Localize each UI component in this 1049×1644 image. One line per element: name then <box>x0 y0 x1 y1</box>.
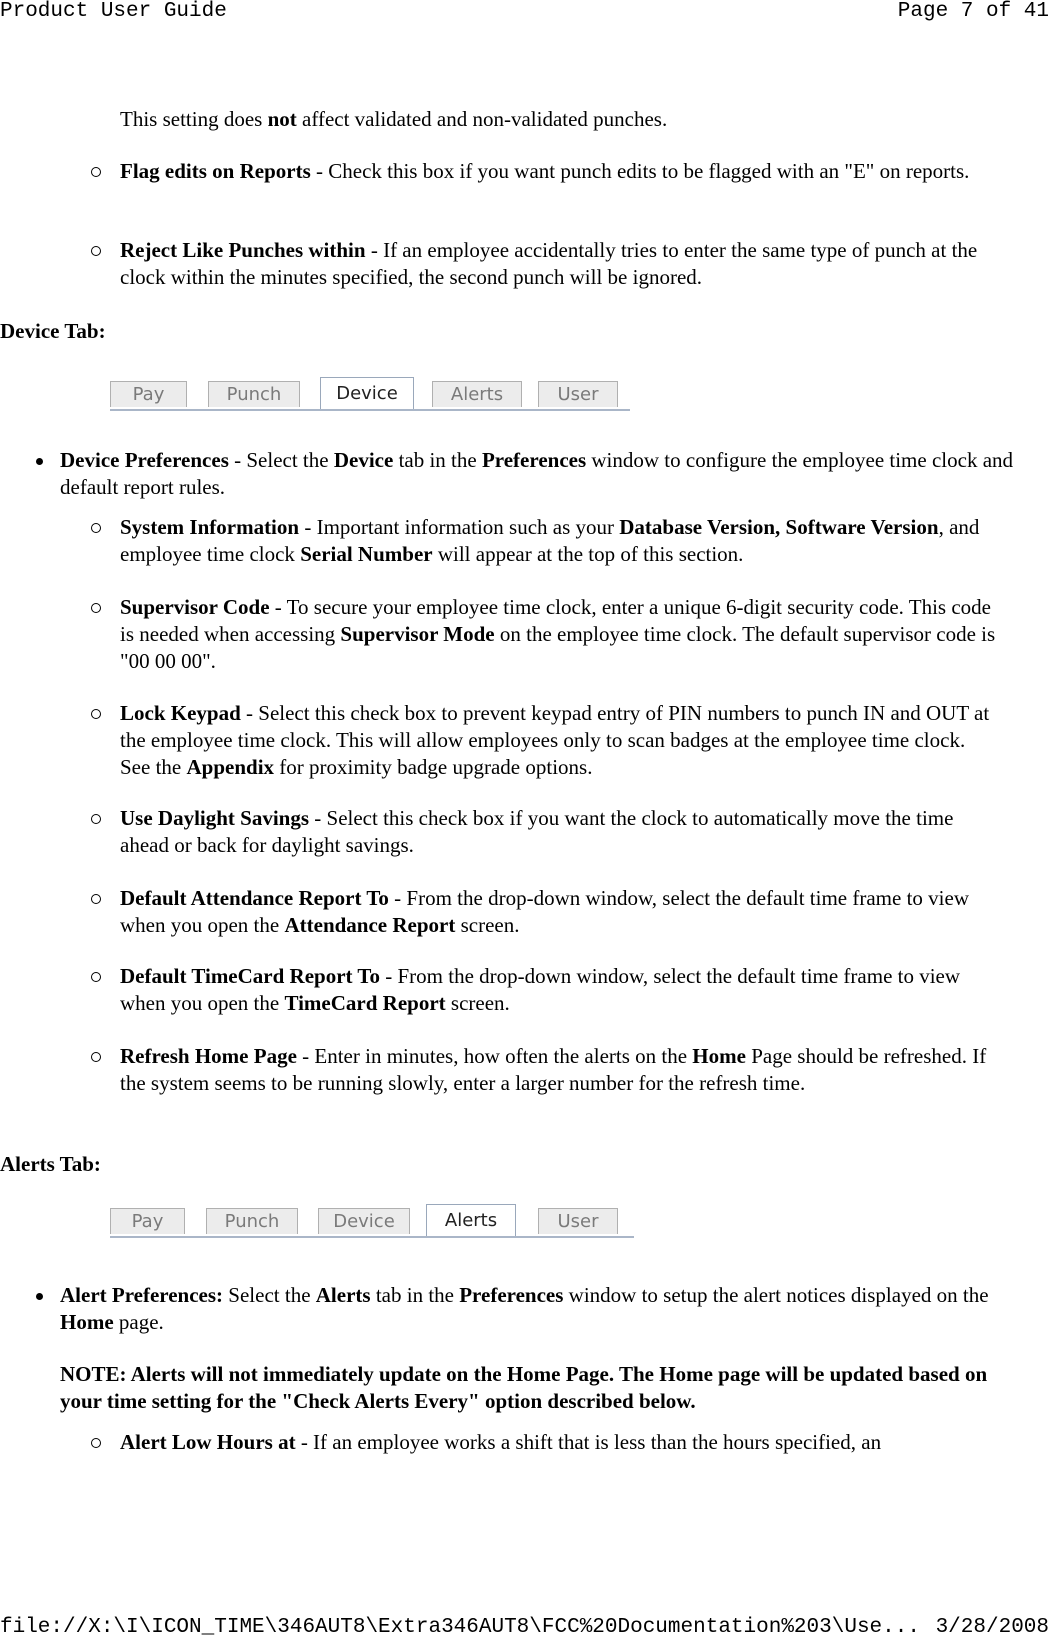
intro-note-post: affect validated and non-validated punches. <box>296 107 668 131</box>
list-item-system-information <box>120 514 1000 568</box>
tab-device[interactable]: Device <box>318 1208 410 1234</box>
alert-preferences-text-3: window to setup the alert notices displayed on the <box>563 1283 989 1307</box>
lock-keypad-text-1: - Select this check box to prevent keypad entry of PIN numbers to punch IN and OUT at the employee time clock. This will allow employees only to scan badges at the employee time clock. See the <box>120 701 990 779</box>
alert-preferences-text-2: tab in the <box>370 1283 460 1307</box>
footer-date: 3/28/2008 <box>935 1616 1049 1639</box>
use-daylight-savings-term: Use Daylight Savings <box>120 806 310 830</box>
system-information-bold-2: Serial Number <box>300 542 433 566</box>
alerts-tab-strip <box>110 1204 634 1238</box>
lock-keypad-bold-1: Appendix <box>186 755 275 779</box>
supervisor-code-term: Supervisor Code <box>120 595 270 619</box>
tab-pay[interactable]: Pay <box>110 1208 185 1234</box>
supervisor-code-text-2: on the employee time clock. The default supervisor code is "00 00 00". <box>120 622 996 673</box>
list-item-alert-low-hours <box>120 1429 1000 1456</box>
intro-note-bold: not <box>267 107 297 131</box>
alerts-note: NOTE: Alerts will not immediately update on the Home Page. The Home page will be updated based on your time setting for the "Check Alerts Every" option described below. <box>60 1362 988 1413</box>
alert-preferences-text-1: Select the <box>223 1283 316 1307</box>
device-preferences-bullet <box>60 447 1045 501</box>
alert-preferences-bold-3: Home <box>60 1310 114 1334</box>
reject-like-punches-term: Reject Like Punches within <box>120 238 366 262</box>
refresh-home-page-term: Refresh Home Page <box>120 1044 297 1068</box>
header-title: Product User Guide <box>0 0 227 23</box>
alert-low-hours-text-1: - If an employee works a shift that is less than the hours specified, an <box>295 1430 882 1454</box>
tab-user[interactable]: User <box>538 381 618 407</box>
tab-user[interactable]: User <box>538 1208 618 1234</box>
supervisor-code-bold-1: Supervisor Mode <box>340 622 495 646</box>
intro-note <box>120 106 1020 133</box>
default-timecard-report-term: Default TimeCard Report To <box>120 964 380 988</box>
list-item-default-timecard-report <box>120 963 1005 1017</box>
system-information-term: System Information <box>120 515 300 539</box>
tab-punch[interactable]: Punch <box>206 1208 298 1234</box>
refresh-home-page-text-2: Page should be refreshed. If the system seems to be running slowly, enter a larger number for the refresh time. <box>120 1044 987 1095</box>
use-daylight-savings-text-1: - Select this check box if you want the clock to automatically move the time ahead or back for daylight savings. <box>120 806 954 857</box>
device-preferences-text-3: window to configure the employee time clock and default report rules. <box>60 448 1014 499</box>
refresh-home-page-bold-1: Home <box>692 1044 746 1068</box>
default-timecard-report-bold-1: TimeCard Report <box>284 991 446 1015</box>
flag-edits-text: - Check this box if you want punch edits to be flagged with an "E" on reports. <box>310 159 970 183</box>
device-tab-strip <box>110 377 630 411</box>
list-item-reject-like-punches <box>120 237 1000 291</box>
tab-device[interactable]: Device <box>320 377 414 409</box>
alert-preferences-bold-1: Alerts <box>315 1283 371 1307</box>
system-information-text-2: , and employee time clock <box>120 515 980 566</box>
device-preferences-bold-2: Preferences <box>481 448 587 472</box>
device-preferences-text-1: - Select the <box>228 448 334 472</box>
system-information-bold-1: Database Version, Software Version <box>619 515 939 539</box>
alert-preferences-bold-2: Preferences <box>459 1283 564 1307</box>
list-item-refresh-home-page <box>120 1043 1000 1097</box>
tab-pay[interactable]: Pay <box>110 381 187 407</box>
lock-keypad-text-2: for proximity badge upgrade options. <box>274 755 593 779</box>
tab-alerts[interactable]: Alerts <box>426 1204 516 1236</box>
alert-preferences-bullet <box>60 1282 990 1336</box>
device-preferences-bold-1: Device <box>333 448 394 472</box>
list-item-default-attendance-report <box>120 885 1000 939</box>
footer-file-path: file://X:\I\ICON_TIME\346AUT8\Extra346AUT8\FCC%20Documentation%203\Use... <box>0 1616 920 1639</box>
alert-low-hours-term: Alert Low Hours at <box>120 1430 296 1454</box>
supervisor-code-text-1: - To secure your employee time clock, enter a unique 6-digit security code. This code is needed when accessing <box>120 595 991 646</box>
alert-preferences-text-4: page. <box>113 1310 164 1334</box>
tab-punch[interactable]: Punch <box>208 381 300 407</box>
default-attendance-report-term: Default Attendance Report To <box>120 886 389 910</box>
header-page-number: Page 7 of 41 <box>897 0 1049 23</box>
list-item-use-daylight-savings <box>120 805 1000 859</box>
list-item-supervisor-code <box>120 594 1000 675</box>
system-information-text-1: - Important information such as your <box>299 515 620 539</box>
default-timecard-report-text-1: - From the drop-down window, select the default time frame to view when you open the <box>120 964 961 1015</box>
device-preferences-text-2: tab in the <box>393 448 482 472</box>
default-attendance-report-text-2: screen. <box>455 913 520 937</box>
flag-edits-term: Flag edits on Reports <box>120 159 311 183</box>
default-attendance-report-text-1: - From the drop-down window, select the default time frame to view when you open the <box>120 886 969 937</box>
tab-alerts[interactable]: Alerts <box>432 381 522 407</box>
refresh-home-page-text-1: - Enter in minutes, how often the alerts on the <box>296 1044 693 1068</box>
system-information-text-3: will appear at the top of this section. <box>432 542 744 566</box>
intro-note-pre: This setting does <box>120 107 268 131</box>
alert-preferences-term: Alert Preferences: <box>60 1283 224 1307</box>
reject-like-punches-text: - If an employee accidentally tries to enter the same type of punch at the clock within the minutes specified, the second punch will be ignored. <box>120 238 978 289</box>
device-tab-heading: Device Tab: <box>0 319 106 343</box>
list-item-flag-edits <box>120 158 1000 185</box>
lock-keypad-term: Lock Keypad <box>120 701 241 725</box>
list-item-lock-keypad <box>120 700 1000 781</box>
device-preferences-term: Device Preferences <box>60 448 229 472</box>
default-attendance-report-bold-1: Attendance Report <box>284 913 456 937</box>
alerts-tab-heading: Alerts Tab: <box>0 1152 101 1176</box>
default-timecard-report-text-2: screen. <box>445 991 510 1015</box>
